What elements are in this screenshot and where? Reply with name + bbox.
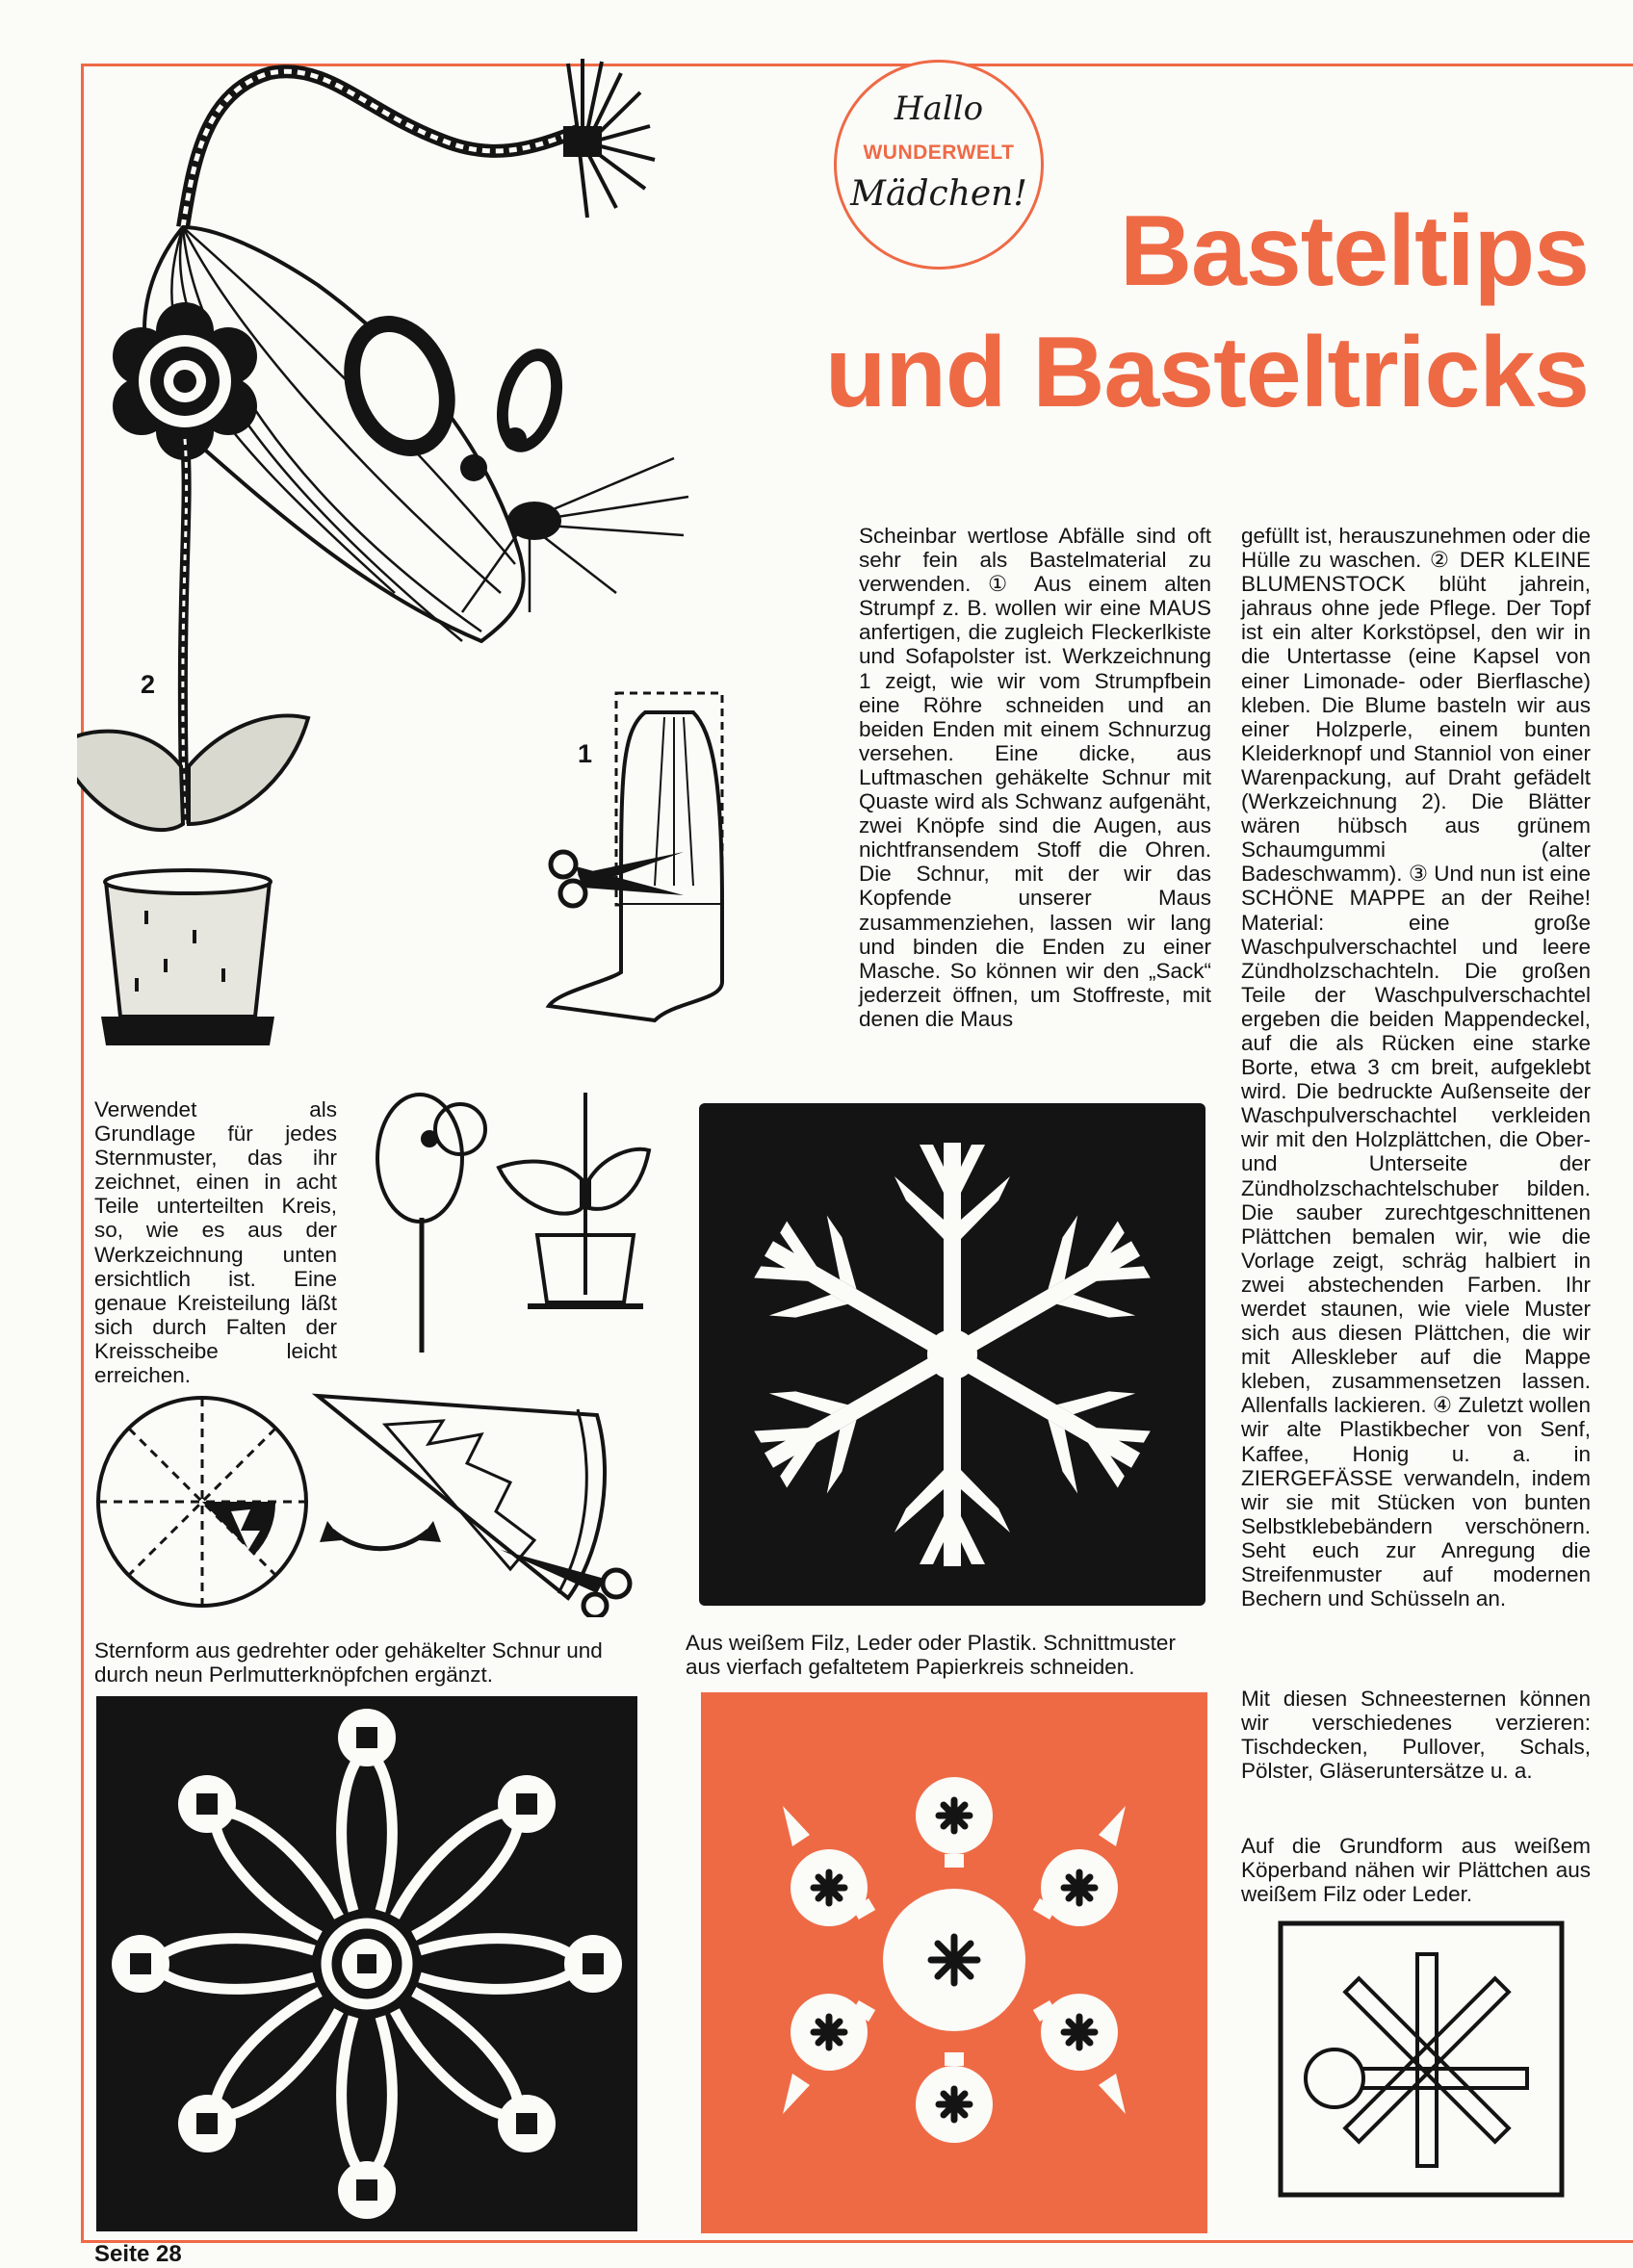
title-line-1: Basteltips	[1119, 195, 1589, 307]
circle-division-diagram	[96, 1386, 655, 1617]
figure-label-2: 2	[141, 670, 156, 699]
caption-snowstars: Mit diesen Schneesternen können wir verschiedenes verzieren: Tischdecken, Pullover, Schals, Pölster, Gläseruntersätze u. a.	[1241, 1687, 1591, 1784]
caption-koeperband: Auf die Grundform aus weißem Köperband nähen wir Plättchen aus weißem Filz oder Leder.	[1241, 1834, 1591, 1907]
felt-snowflake-panel	[695, 1099, 1209, 1610]
figure-label-1: 1	[578, 739, 593, 768]
logo-wunderwelt: WUNDERWELT	[863, 142, 1015, 164]
article-column-1: Scheinbar wertlose Abfälle sind oft sehr fein als Bastelmaterial zu verwenden. ① Aus einem alten Strumpf z. B. wollen wir eine MAUS anfertigen, die zugleich Fleckerlkiste und Sofapolster ist. Werkzeichnung 1 zeigt, wie wir vom Strumpfbein eine Röhre schneiden und an beiden Enden mit einem Schnurzug versehen. Eine dicke, aus Luftmaschen gehäkelte Schnur mit Quaste wird als Schwanz aufgenäht, zwei Knöpfe sind die Augen, aus nichtfransendem Stoff die Ohren. Die Schnur, mit der wir das Kopfende unserer Maus zusammenziehen, lassen wir lang und binden die Enden zu einer Masche. So können wir den „Sack“ jederzeit öffnen, um Stoffreste, mit denen die Maus	[859, 524, 1211, 1031]
cord-star-panel	[94, 1694, 639, 2233]
article-column-2: gefüllt ist, herauszunehmen oder die Hülle zu waschen. ② DER KLEINE BLUMENSTOCK blüht jahrein, jahraus ohne jede Pflege. Der Topf ist ein alter Korkstöpsel, den wir in die Untertasse (eine Kapsel von einer Limonade- oder Bierflasche) kleben. Die Blume basteln wir aus einer Holzperle, einem bunten Kleiderknopf und Stanniol von einer Warenpackung, auf Draht gefädelt (Werkzeichnung 2). Die Blätter wären hübsch aus grünem Schaumgummi (alter Badeschwamm). ③ Und nun ist eine SCHÖNE MAPPE an der Reihe! Material: eine große Waschpulverschachtel und leere Zündholzschachteln. Die großen Teile der Waschpulverschachtel ergeben die beiden Mappendeckel, auf die als Rücken eine starke Borte, etwa 3 cm breit, aufgeklebt wird. Die bedruckte Außenseite der Waschpulverschachtel verkleiden wir mit den Holzplättchen, die Ober- und Unterseite der Zündholzschachtelschuber bilden. Die sauber zurechtgeschnittenen Plättchen bemalen wir, wie die Vorlage zeigt, schräg halbiert in zwei abstechenden Farben. Ihr werdet staunen, wie viele Muster sich aus diesen Plättchen, die wir mit Alleskleber auf die Mappe kleben, zusammensetzen lassen. Allenfalls lackieren. ④ Zuletzt wollen wir alte Plastikbecher von Senf, Kaffee, Honig u. a. in ZIERGEFÄSSE verwandeln, indem wir sie mit Stücken von bunten Selbstklebebändern verschönern. Seht euch zur Anregung die Streifenmuster auf modernen Bechern und Schüsseln an.	[1241, 524, 1591, 1611]
page-number: Seite 28	[94, 2241, 182, 2267]
koeperband-pattern-diagram	[1277, 1920, 1566, 2199]
flower-construction-sketch	[364, 1064, 653, 1353]
caption-felt-star: Aus weißem Filz, Leder oder Plastik. Schnittmuster aus vierfach gefaltetem Papierkreis schneiden.	[686, 1631, 1176, 1679]
star-intro-text: Verwendet als Grundlage für jedes Sternmuster, das ihr zeichnet, einen in acht Teile unterteilten Kreis, so, wie es aus der Werkzeichnung unten ersichtlich ist. Eine genaue Kreisteilung läßt sich durch Falten der Kreisscheibe leicht erreichen.	[94, 1097, 337, 1388]
frame-bottom-line	[81, 2240, 1633, 2243]
title-line-2: und Basteltricks	[824, 317, 1589, 428]
wunderwelt-logo	[834, 60, 1044, 270]
stocking-scissors-illustration	[530, 674, 780, 1040]
orange-snowflake-panel	[699, 1690, 1209, 2235]
logo-maedchen: Mädchen!	[850, 174, 1027, 214]
logo-hallo: Hallo	[894, 90, 984, 128]
caption-cord-star: Sternform aus gedrehter oder gehäkelter Schnur und durch neun Perlmutterknöpfchen ergänzt.	[94, 1638, 603, 1687]
